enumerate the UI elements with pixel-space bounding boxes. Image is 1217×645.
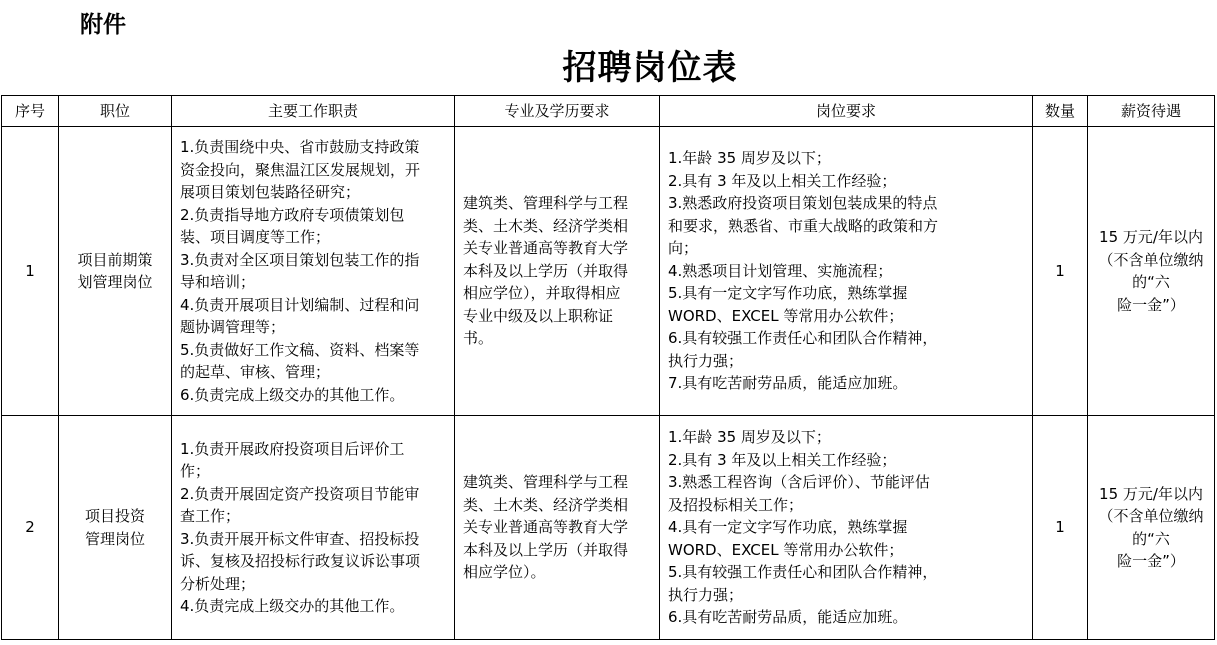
cell-line: 题协调管理等；: [180, 318, 286, 336]
cell-line: 及招投标相关工作；: [668, 495, 804, 514]
cell-line: 分析处理；: [180, 574, 256, 593]
header-quantity: 数量: [1033, 96, 1088, 127]
cell-line: 1.负责围绕中央、省市鼓励支持政策: [180, 138, 420, 156]
cell-line: 建筑类、管理科学与工程: [463, 194, 629, 213]
cell-line: 导和培训；: [180, 273, 256, 291]
header-duties: 主要工作职责: [172, 96, 455, 127]
cell-requirements: [660, 127, 1033, 416]
cell-line: 装、项目调度等工作；: [180, 228, 331, 246]
header-position: 职位: [59, 96, 172, 127]
cell-line: 5.具有一定文字写作功底，熟练掌握: [668, 284, 908, 303]
cell-line: 关专业普通高等教育大学: [463, 239, 629, 258]
cell-line: 执行力强；: [668, 351, 744, 370]
cell-line: 管理岗位: [84, 529, 145, 548]
cell-line: 2.负责开展固定资产投资项目节能审: [180, 484, 420, 503]
cell-line: 1.年龄 35 周岁及以下；: [668, 149, 831, 168]
cell-line: 2.具有 3 年及以上相关工作经验；: [668, 171, 897, 190]
cell-line: 6.负责完成上级交办的其他工作。: [180, 385, 405, 404]
cell-education: [455, 127, 660, 416]
recruitment-table: [1, 95, 1215, 640]
cell-line: 5.具有较强工作责任心和团队合作精神，: [668, 563, 938, 582]
cell-line: 4.负责开展项目计划编制、过程和问: [180, 295, 420, 314]
table-row: [2, 416, 1215, 640]
cell-position: [59, 416, 172, 640]
cell-line: 本科及以上学历（并取得: [463, 261, 629, 280]
cell-duties: [172, 127, 455, 416]
cell-line: 书。: [463, 329, 494, 348]
cell-line: 建筑类、管理科学与工程: [463, 473, 629, 492]
cell-line: （不含单位缴纳的“六: [1098, 507, 1204, 548]
attachment-label: 附件: [80, 12, 126, 38]
table-header-row: [2, 96, 1215, 127]
cell-position: [59, 127, 172, 416]
cell-line: 类、土木类、经济学类相: [463, 216, 629, 235]
cell-education: [455, 416, 660, 640]
header-requirements: 岗位要求: [660, 96, 1033, 127]
cell-line: 1.负责开展政府投资项目后评价工: [180, 439, 405, 458]
cell-index: 1: [2, 127, 59, 416]
cell-line: 查工作；: [180, 507, 241, 525]
cell-line: 险一金”）: [1117, 295, 1185, 314]
cell-line: 4.负责完成上级交办的其他工作。: [180, 597, 405, 615]
cell-line: 执行力强；: [668, 585, 744, 604]
cell-line: 相应学位），并取得相应: [463, 284, 621, 303]
cell-duties: [172, 416, 455, 640]
page-title: 招聘岗位表: [562, 48, 738, 88]
cell-line: 1.年龄 35 周岁及以下；: [668, 428, 831, 447]
cell-line: 6.具有较强工作责任心和团队合作精神，: [668, 329, 938, 348]
cell-line: WORD、EXCEL 等常用办公软件；: [668, 306, 904, 325]
cell-line: 向；: [668, 239, 699, 258]
cell-quantity: 1: [1033, 416, 1088, 640]
cell-line: 划管理岗位: [77, 273, 153, 291]
cell-line: 类、土木类、经济学类相: [463, 495, 629, 514]
cell-line: 2.具有 3 年及以上相关工作经验；: [668, 450, 897, 469]
cell-salary: [1088, 416, 1215, 640]
cell-line: 6.具有吃苦耐劳品质，能适应加班。: [668, 608, 908, 627]
cell-line: 项目投资: [84, 507, 145, 525]
cell-salary: [1088, 127, 1215, 416]
cell-line: 本科及以上学历（并取得: [463, 540, 629, 559]
cell-line: 4.熟悉项目计划管理、实施流程；: [668, 261, 893, 280]
cell-line: 资金投向，聚焦温江区发展规划，开: [180, 160, 421, 179]
cell-quantity: 1: [1033, 127, 1088, 416]
cell-requirements: [660, 416, 1033, 640]
header-index: 序号: [2, 96, 59, 127]
cell-line: 展项目策划包装路径研究；: [180, 183, 361, 201]
cell-line: 2.负责指导地方政府专项债策划包: [180, 205, 405, 224]
cell-line: 5.负责做好工作文稿、资料、档案等: [180, 340, 420, 359]
cell-line: 险一金”）: [1117, 552, 1185, 570]
cell-line: 15 万元/年以内: [1099, 228, 1203, 246]
table-row: [2, 127, 1215, 416]
cell-line: 项目前期策: [77, 250, 153, 269]
cell-line: 的起草、审核、管理；: [180, 363, 331, 381]
cell-line: 3.熟悉政府投资项目策划包装成果的特点: [668, 194, 938, 213]
cell-line: 3.负责开展开标文件审查、招投标投: [180, 529, 420, 548]
cell-line: 关专业普通高等教育大学: [463, 518, 629, 537]
cell-line: 作；: [180, 462, 211, 480]
header-education: 专业及学历要求: [455, 96, 660, 127]
cell-line: 4.具有一定文字写作功底，熟练掌握: [668, 518, 908, 537]
cell-line: （不含单位缴纳的“六: [1098, 250, 1204, 291]
cell-line: 15 万元/年以内: [1099, 484, 1203, 503]
cell-line: 3.负责对全区项目策划包装工作的指: [180, 250, 420, 269]
cell-line: 专业中级及以上职称证: [463, 306, 614, 325]
cell-line: 3.熟悉工程咨询（含后评价）、节能评估: [668, 473, 930, 492]
cell-line: 诉、复核及招投标行政复议诉讼事项: [180, 552, 421, 570]
cell-index: 2: [2, 416, 59, 640]
cell-line: 7.具有吃苦耐劳品质，能适应加班。: [668, 374, 908, 393]
header-salary: 薪资待遇: [1088, 96, 1215, 127]
cell-line: WORD、EXCEL 等常用办公软件；: [668, 540, 904, 559]
cell-line: 相应学位）。: [463, 563, 546, 582]
cell-line: 和要求，熟悉省、市重大战略的政策和方: [668, 216, 939, 235]
